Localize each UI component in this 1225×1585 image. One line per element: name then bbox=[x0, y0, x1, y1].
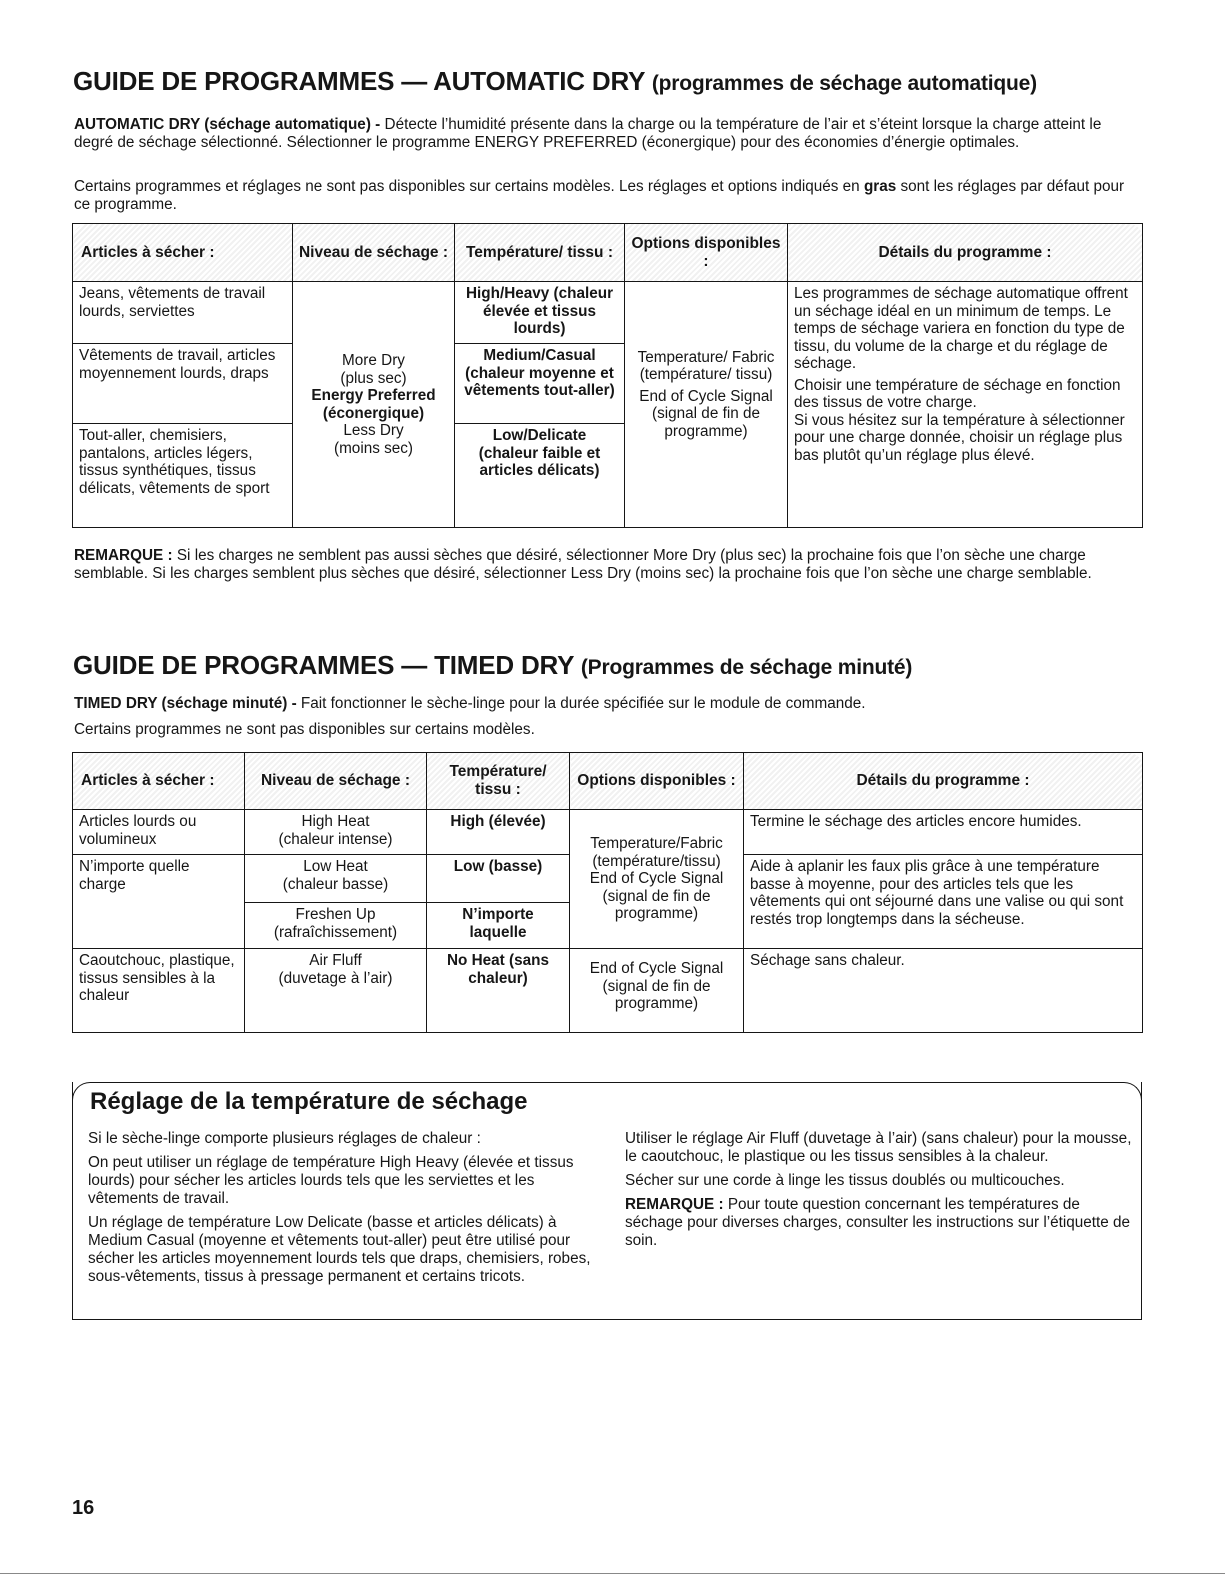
temperature-box-title: Réglage de la température de séchage bbox=[90, 1088, 528, 1115]
header-dryness: Niveau de séchage : bbox=[245, 753, 427, 810]
temp-paragraph: On peut utiliser un réglage de température High Heavy (élevée et tissus lourds) pour sécher les articles lourds tels que les serviettes et les vêtements de travail. bbox=[88, 1154, 574, 1207]
article-cell: Vêtements de travail, articles moyennement lourds, draps bbox=[73, 344, 293, 424]
temp-cell: Low (basse) bbox=[427, 855, 570, 903]
option-temp: Temperature/ Fabric bbox=[637, 348, 775, 366]
remark-bold: REMARQUE : bbox=[625, 1196, 724, 1213]
less-dry-fr: (moins sec) bbox=[333, 439, 414, 457]
section-title-timed-dry bbox=[73, 650, 912, 683]
remark-text: Pour toute question concernant les températures de séchage pour diverses charges, consulter les instructions sur l’étiquette de soin. bbox=[625, 1196, 1131, 1249]
header-dryness: Niveau de séchage : bbox=[293, 224, 455, 282]
detail-paragraph: Si vous hésitez sur la température à sélectionner pour une charge donnée, choisir un réglage plus bas plutôt qu’un réglage plus élevé. bbox=[794, 411, 1125, 464]
intro-text: Détecte l’humidité présente dans la charge ou la température de l’air et s’éteint lorsque la charge atteint le degré de séchage sélectionné. Sélectionner le programme ENERGY PREFERRED (éconergique) pour des économies d’énergie optimales. bbox=[74, 116, 1102, 151]
article-cell: Jeans, vêtements de travail lourds, serviettes bbox=[73, 282, 293, 344]
detail-cell: Aide à aplanir les faux plis grâce à une température basse à moyenne, pour des articles tels que les vêtements qui ont séjourné dans une valise ou qui sont restés trop longtemps dans la sécheuse. bbox=[744, 855, 1143, 949]
option-eoc: End of Cycle Signal bbox=[639, 387, 773, 405]
header-options: Options disponibles : bbox=[570, 753, 744, 810]
title-sub: (Programmes de séchage minuté) bbox=[580, 656, 913, 679]
option-eoc-fr: (signal de fin de programme) bbox=[602, 977, 711, 1012]
temp-cell: Low/Delicate (chaleur faible et articles délicats) bbox=[455, 424, 625, 528]
option-eoc: End of Cycle Signal bbox=[589, 870, 724, 888]
remark-bold: REMARQUE : bbox=[74, 547, 173, 564]
article-cell: N’importe quelle charge bbox=[73, 855, 245, 949]
energy-preferred-fr: (éconergique) bbox=[322, 404, 425, 422]
table-header-row bbox=[73, 224, 1143, 282]
header-details: Détails du programme : bbox=[788, 224, 1143, 282]
details-cell bbox=[788, 282, 1143, 528]
page-number: 16 bbox=[72, 1497, 95, 1519]
options-cell bbox=[625, 282, 788, 528]
table-row bbox=[73, 949, 1143, 1033]
level-label: Low Heat bbox=[303, 858, 368, 875]
options-cell bbox=[570, 949, 744, 1033]
detail-paragraph: Choisir une température de séchage en fonction des tissus de votre charge. bbox=[794, 376, 1121, 411]
remark-paragraph bbox=[74, 547, 1144, 583]
option-eoc: End of Cycle Signal bbox=[589, 960, 724, 977]
note-text: Certains programmes et réglages ne sont pas disponibles sur certains modèles. Les réglages et options indiqués en bbox=[74, 178, 864, 195]
intro-paragraph bbox=[74, 116, 1144, 152]
temp-cell: Medium/Casual (chaleur moyenne et vêtements tout-aller) bbox=[455, 344, 625, 424]
option-eoc-fr: (signal de fin de programme) bbox=[652, 405, 760, 440]
level-fr: (chaleur basse) bbox=[282, 875, 389, 893]
intro-text: Fait fonctionner le sèche-linge pour la durée spécifiée sur le module de commande. bbox=[296, 695, 866, 712]
level-label: Freshen Up bbox=[295, 906, 376, 923]
temp-paragraph: Un réglage de température Low Delicate (basse et articles délicats) à Medium Casual (moyenne et vêtements tout-aller) peut être utilisé pour sécher les articles moyennement lourds tels que draps, chemisiers, robes, sous-vêtements, tissus à pressage permanent et certains tricots. bbox=[88, 1214, 591, 1285]
temp-remark bbox=[625, 1196, 1135, 1250]
header-temperature: Température/ tissu : bbox=[427, 753, 570, 810]
level-label: High Heat bbox=[301, 813, 370, 830]
title-sub: (programmes de séchage automatique) bbox=[651, 72, 1037, 95]
automatic-dry-table bbox=[72, 223, 1143, 528]
temp-cell: No Heat (sans chaleur) bbox=[427, 949, 570, 1033]
option-temp: Temperature/Fabric bbox=[590, 835, 723, 853]
header-temperature: Température/ tissu : bbox=[455, 224, 625, 282]
table-row bbox=[73, 810, 1143, 855]
header-articles: Articles à sécher : bbox=[73, 224, 293, 282]
timed-dry-table bbox=[72, 752, 1143, 1033]
title-main: GUIDE DE PROGRAMMES — AUTOMATIC DRY bbox=[73, 66, 645, 96]
intro-bold: AUTOMATIC DRY (séchage automatique) - bbox=[74, 116, 381, 133]
dryness-level-cell bbox=[293, 282, 455, 528]
header-options: Options disponibles : bbox=[625, 224, 788, 282]
temp-paragraph: Utiliser le réglage Air Fluff (duvetage à l’air) (sans chaleur) pour la mousse, le caoutchouc, le plastique ou les tissus sensibles à la chaleur. bbox=[625, 1130, 1132, 1165]
temp-cell: High/Heavy (chaleur élevée et tissus lourds) bbox=[455, 282, 625, 344]
level-fr: (rafraîchissement) bbox=[273, 923, 398, 941]
energy-preferred-label: Energy Preferred bbox=[311, 387, 436, 404]
level-cell bbox=[245, 855, 427, 903]
detail-cell: Séchage sans chaleur. bbox=[744, 949, 1143, 1033]
options-cell bbox=[570, 810, 744, 949]
temperature-right-column bbox=[625, 1130, 1135, 1256]
temperature-left-column bbox=[88, 1130, 593, 1292]
temp-paragraph: Si le sèche-linge comporte plusieurs réglages de chaleur : bbox=[88, 1130, 481, 1147]
detail-cell: Termine le séchage des articles encore humides. bbox=[744, 810, 1143, 855]
header-details: Détails du programme : bbox=[744, 753, 1143, 810]
header-articles: Articles à sécher : bbox=[73, 753, 245, 810]
section-title-automatic-dry bbox=[73, 66, 1037, 99]
availability-note: Certains programmes ne sont pas disponibles sur certains modèles. bbox=[74, 721, 535, 738]
article-cell: Articles lourds ou volumineux bbox=[73, 810, 245, 855]
article-cell: Caoutchouc, plastique, tissus sensibles à la chaleur bbox=[73, 949, 245, 1033]
level-label: Air Fluff bbox=[309, 952, 362, 969]
level-fr: (duvetage à l’air) bbox=[278, 969, 393, 987]
level-cell bbox=[245, 903, 427, 949]
level-cell bbox=[245, 949, 427, 1033]
option-temp-fr: (température/ tissu) bbox=[639, 366, 773, 384]
intro-bold: TIMED DRY (séchage minuté) - bbox=[74, 695, 297, 712]
defaults-note bbox=[74, 178, 1144, 214]
remark-text: Si les charges ne semblent pas aussi sèches que désiré, sélectionner More Dry (plus sec) la prochaine fois que l’on sèche une charge semblable. Si les charges semblent plus sèches que désiré, sélectionner Less Dry (moins sec) la prochaine fois que l’on sèche une charge semblable. bbox=[74, 547, 1092, 582]
title-main: GUIDE DE PROGRAMMES — TIMED DRY bbox=[73, 650, 574, 680]
level-fr: (chaleur intense) bbox=[278, 830, 393, 848]
intro-paragraph bbox=[74, 695, 1144, 713]
more-dry-fr: (plus sec) bbox=[340, 369, 407, 387]
detail-paragraph: Les programmes de séchage automatique offrent un séchage idéal en un minimum de temps. Le temps de séchage variera en fonction du type de tissu, du volume de la charge et du réglage de séchage. bbox=[794, 285, 1128, 372]
level-cell bbox=[245, 810, 427, 855]
article-cell: Tout-aller, chemisiers, pantalons, articles légers, tissus synthétiques, tissus délicats, vêtements de sport bbox=[73, 424, 293, 528]
table-header-row bbox=[73, 753, 1143, 810]
option-eoc-fr: (signal de fin de programme) bbox=[602, 887, 711, 923]
less-dry-label: Less Dry bbox=[343, 422, 404, 439]
table-row bbox=[73, 282, 1143, 344]
option-temp-fr: (température/tissu) bbox=[592, 852, 721, 870]
temp-cell: N’importe laquelle bbox=[427, 903, 570, 949]
temp-cell: High (élevée) bbox=[427, 810, 570, 855]
bottom-rule bbox=[0, 1573, 1225, 1574]
note-bold: gras bbox=[863, 178, 897, 195]
note-text-end: sont les réglages par défaut pour ce programme. bbox=[74, 178, 1125, 213]
more-dry-label: More Dry bbox=[342, 352, 405, 369]
temp-paragraph: Sécher sur une corde à linge les tissus doublés ou multicouches. bbox=[625, 1172, 1065, 1189]
